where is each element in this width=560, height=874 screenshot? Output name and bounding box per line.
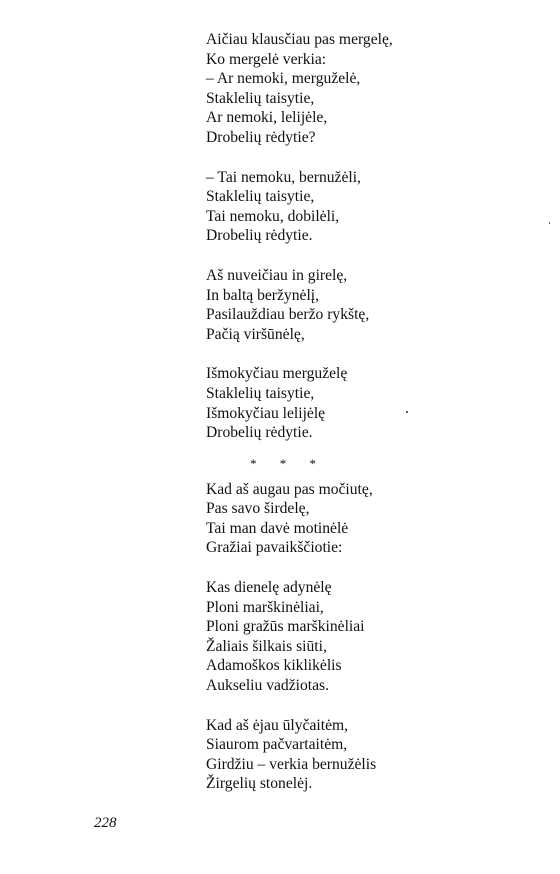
poem2-stanza-3 xyxy=(206,716,536,794)
verse-line: Išmokyčiau lelijėlę xyxy=(206,404,326,422)
poem1-stanza-3 xyxy=(206,266,536,344)
verse-line: Girdžiu – verkia bernužėlis xyxy=(206,755,377,773)
poem2-stanza-1 xyxy=(206,480,536,558)
verse-line: Staklelių taisytie, xyxy=(206,188,315,206)
poem2-stanza-2 xyxy=(206,578,536,696)
verse-line: Tai man davė motinėlė xyxy=(206,519,349,537)
verse-line: Išmokyčiau merguželę xyxy=(206,365,348,383)
verse-line: – Tai nemoku, bernužėli, xyxy=(206,168,361,186)
scan-speck xyxy=(549,222,550,224)
verse-line: Siaurom pačvartaitėm, xyxy=(206,736,348,754)
verse-line: – Ar nemoki, merguželė, xyxy=(206,70,361,88)
scan-speck xyxy=(406,411,408,413)
poem1-stanza-2 xyxy=(206,168,536,246)
verse-line: Aičiau klausčiau pas mergelę, xyxy=(206,31,393,48)
verse-line: Pačią viršūnėlę, xyxy=(206,325,305,343)
verse-line: Kad aš ėjau ūlyčaitėm, xyxy=(206,716,349,734)
verse-line: Žirgelių stonelėj. xyxy=(206,775,313,793)
verse-line: Ko mergelė verkia: xyxy=(206,50,327,68)
verse-line: Aš nuveičiau in girelę, xyxy=(206,266,348,284)
verse-line: Pasilauždiau beržo rykštę, xyxy=(206,306,370,324)
poem1-stanza-4 xyxy=(206,364,536,442)
poem1-stanza-1 xyxy=(206,30,536,148)
verse-line: Aukseliu vadžiotas. xyxy=(206,677,329,695)
poem-text xyxy=(206,30,536,814)
verse-line: Staklelių taisytie, xyxy=(206,384,315,402)
verse-line: Žaliais šilkais siūti, xyxy=(206,637,327,655)
verse-line: Ar nemoki, lelijėle, xyxy=(206,109,328,127)
verse-line: In baltą beržynėlį, xyxy=(206,286,320,304)
verse-line: Drobelių rėdytie. xyxy=(206,424,313,442)
verse-line: Gražiai pavaikščiotie: xyxy=(206,539,343,557)
poem-separator: * * * xyxy=(250,455,326,471)
verse-line: Tai nemoku, dobilėli, xyxy=(206,207,340,225)
verse-line: Kad aš augau pas močiutę, xyxy=(206,480,373,498)
verse-line: Kas dienelę adynėlę xyxy=(206,579,332,597)
verse-line: Drobelių rėdytie? xyxy=(206,128,316,146)
verse-line: Ploni gražūs marškinėliai xyxy=(206,618,365,636)
verse-line: Ploni marškinėliai, xyxy=(206,598,324,616)
verse-line: Drobelių rėdytie. xyxy=(206,227,313,245)
verse-line: Adamoškos kiklikėlis xyxy=(206,657,342,675)
verse-line: Staklelių taisytie, xyxy=(206,89,315,107)
verse-line: Pas savo širdelę, xyxy=(206,500,310,518)
page-number: 228 xyxy=(94,815,117,831)
